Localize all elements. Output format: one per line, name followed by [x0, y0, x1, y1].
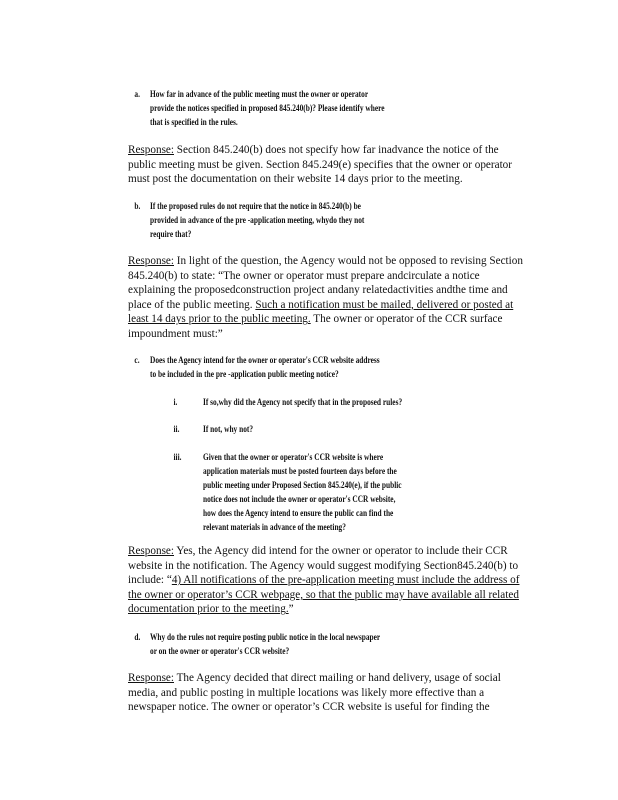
response-text: include: “ [128, 574, 172, 587]
question-line: provided in advance of the pre -application meeting, whydo they not [150, 215, 365, 225]
question-c-i [173, 395, 403, 409]
response-text: place of the public meeting. [128, 298, 256, 311]
question-line: public meeting under Proposed Section 845.240(e), if the public [203, 480, 402, 490]
question-c-ii [173, 422, 254, 436]
response-label: Response: [128, 672, 174, 684]
response-text: The Agency decided that direct mailing or hand delivery, usage of social [174, 672, 501, 684]
response-a [128, 143, 552, 187]
question-line: require that? [150, 229, 192, 239]
question-line: to be included in the pre -application public meeting notice? [150, 369, 339, 379]
question-label: a. [134, 89, 140, 99]
question-label: ii. [173, 424, 180, 434]
question-line: How far in advance of the public meeting must the owner or operator [150, 89, 369, 99]
response-label: Response: [128, 255, 174, 267]
response-text: newspaper notice. The owner or operator’s CCR website is useful for finding the [128, 701, 490, 714]
response-underlined-text: documentation prior to the meeting. [128, 603, 289, 616]
response-text: impoundment must:” [128, 327, 223, 340]
question-line: application materials must be posted fourteen days before the [203, 466, 397, 476]
response-underlined-text: the owner or operator’s CCR webpage, so that the public may have available all related [128, 588, 519, 601]
question-line: notice does not include the owner or operator's CCR website, [203, 494, 396, 504]
question-label: b. [134, 201, 141, 211]
response-c [128, 544, 552, 617]
response-text: 845.240(b) to state: “The owner or operator must prepare andcirculate a notice [128, 269, 480, 282]
question-b [134, 199, 365, 241]
question-line: how does the Agency intend to ensure the public can find the [203, 508, 394, 518]
response-text: The owner or operator of the CCR surface [310, 313, 503, 326]
response-text: ” [288, 603, 294, 616]
question-line: If the proposed rules do not require that the notice in 845.240(b) be [150, 201, 361, 211]
question-label: iii. [173, 452, 182, 462]
response-text: website in the notification. The Agency would suggest modifying Section845.240(b) to [128, 559, 519, 572]
response-text: must post the documentation on their website 14 days prior to the meeting. [128, 173, 463, 186]
response-text: Section 845.240(b) does not specify how far inadvance the notice of the [174, 144, 499, 156]
question-line: or on the owner or operator's CCR website? [150, 646, 290, 656]
response-underlined-text: least 14 days prior to the public meeting. [128, 313, 311, 326]
question-line: Does the Agency intend for the owner or operator's CCR website address [150, 355, 380, 365]
question-line: Given that the owner or operator's CCR website is where [203, 452, 384, 462]
response-b [128, 254, 552, 342]
question-line: provide the notices specified in proposed 845.240(b)? Please identify where [150, 103, 385, 113]
response-text: media, and public posting in multiple locations was likely more effective than a [128, 686, 485, 699]
question-a [134, 87, 385, 129]
response-d [128, 671, 552, 715]
response-label: Response: [128, 545, 174, 557]
response-label: Response: [128, 144, 174, 156]
question-c [134, 353, 380, 381]
question-line: If so,why did the Agency not specify that in the proposed rules? [203, 397, 403, 407]
response-text: In light of the question, the Agency would not be opposed to revising Section [174, 255, 523, 267]
question-c-iii [173, 450, 402, 534]
response-text: public meeting must be given. Section 845.249(e) specifies that the owner or operator [128, 158, 512, 171]
question-d [134, 630, 381, 658]
question-label: d. [134, 632, 141, 642]
question-line: that is specified in the rules. [150, 117, 238, 127]
question-label: c. [134, 355, 140, 365]
question-label: i. [173, 397, 178, 407]
question-line: relevant materials in advance of the meeting? [203, 522, 346, 532]
response-text: Yes, the Agency did intend for the owner or operator to include their CCR [174, 545, 508, 557]
response-underlined-text: 4) All notifications of the pre-application meeting must include the address of [171, 574, 520, 587]
question-line: If not, why not? [203, 424, 254, 434]
response-underlined-text: Such a notification must be mailed, delivered or posted at [255, 298, 514, 311]
question-line: Why do the rules not require posting public notice in the local newspaper [150, 632, 381, 642]
response-text: explaining the proposedconstruction project andany relatedactivities andthe time and [128, 284, 508, 297]
